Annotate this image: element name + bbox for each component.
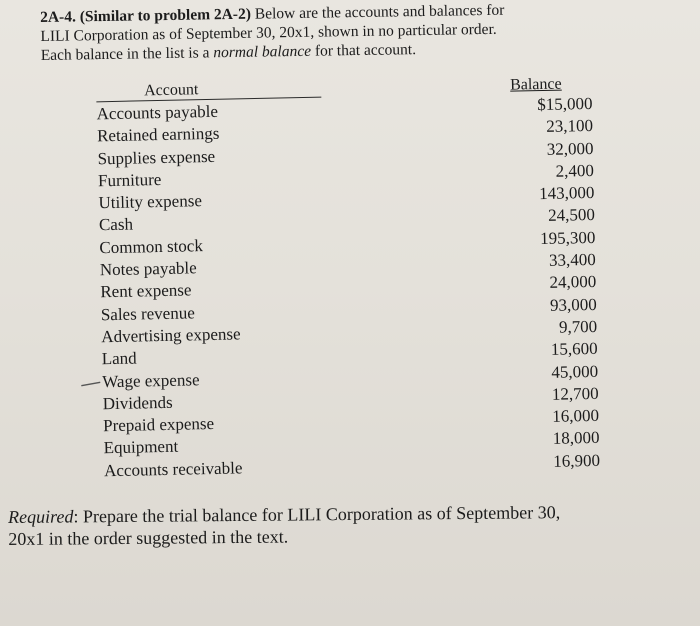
required-line-1: Required: Prepare the trial balance for LILI Corporation as of September 30, [8,502,561,527]
account-name: Dividends [102,392,173,414]
header-account: Account [96,79,321,103]
account-name: Advertising expense [101,324,241,347]
account-name: Furniture [97,169,162,191]
header-balance: Balance [509,75,562,94]
intro-line-3: Each balance in the list is a normal balance for that account. [40,41,417,64]
account-name: Wage expense [102,369,200,393]
account-name: Accounts payable [96,101,219,124]
account-balance: 143,000 [538,183,595,204]
account-balance: 93,000 [549,294,597,315]
account-balance: 9,700 [558,316,598,337]
account-name: Rent expense [100,280,192,302]
account-balance: 23,100 [546,116,594,137]
account-name: Cash [98,215,134,235]
account-name: Sales revenue [100,302,195,324]
account-balance: 32,000 [546,138,594,159]
account-balance: 15,600 [550,339,598,360]
required-label: Required [8,506,74,527]
pen-mark-icon [80,381,102,387]
account-name: Supplies expense [97,146,216,168]
account-balance: 12,700 [551,383,599,404]
account-balance: 16,000 [552,406,600,427]
account-balance: 24,000 [549,272,597,293]
account-name: Common stock [99,235,204,258]
intro-line-2: LILI Corporation as of September 30, 20x1, shown in no particular order. [40,20,497,45]
problem-number: 2A-4. (Similar to problem 2A-2) [40,5,252,26]
account-name: Retained earnings [96,124,220,146]
account-balance: 33,400 [548,249,596,270]
account-balance: 45,000 [551,361,599,382]
account-name: Accounts receivable [103,458,243,480]
required-instruction [8,500,688,550]
account-name: Land [101,348,137,369]
table-rows [64,92,632,483]
intro-line-1: 2A-4. (Similar to problem 2A-2) Below are the accounts and balances for [40,1,505,26]
accounts-table [64,72,632,484]
account-balance: 18,000 [552,428,600,449]
account-balance: 195,300 [539,227,596,248]
problem-intro [40,0,641,65]
account-balance: 2,400 [555,160,595,181]
account-balance: 24,500 [547,205,596,226]
account-balance: $15,000 [537,93,593,115]
account-balance: 16,900 [553,450,601,471]
account-name: Prepaid expense [102,414,215,436]
normal-balance-emphasis: normal balance [213,42,312,62]
required-line-2: 20x1 in the order suggested in the text. [8,526,289,549]
account-name: Utility expense [98,191,203,213]
account-name: Equipment [103,437,179,458]
account-name: Notes payable [99,258,197,280]
